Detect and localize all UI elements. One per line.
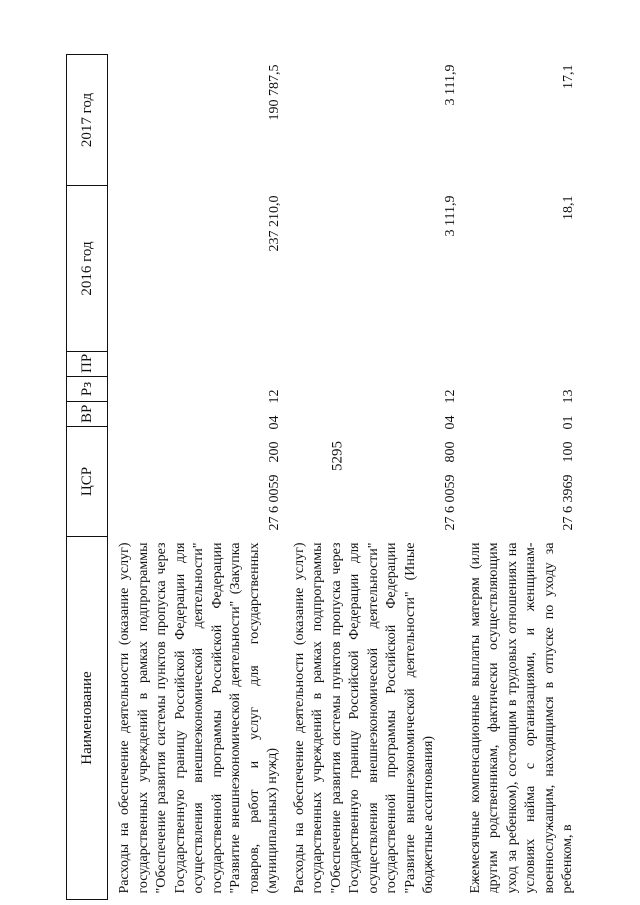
row-codes [108, 352, 283, 537]
row-rz: 04 [266, 415, 282, 430]
header-pr: ПР [67, 352, 108, 377]
row-name: Ежемесячные компенсационные выплаты матерям (или другим родственникам, фактически осуществляющим уход за ребенком), состоящим в трудовых отношениях на условиях найма с организациями, и женщинам-военнослужащим, находящимся в отпуске по уходу за ребенком, в [467, 542, 575, 894]
row-codes [283, 352, 459, 537]
table-row [283, 55, 459, 900]
row-name: Расходы на обеспечение деятельности (оказание услуг) государственных учреждений в рамках подпрограммы "Обеспечение развития системы пунктов пропуска через Государственную границу Российской Федерации для осуществления внешнеэкономической деятельности" государственной программы Российской Федерации "Развитие внешнеэкономической деятельности" (Иные бюджетные ассигнования) [291, 542, 436, 894]
header-2017: 2017 год [67, 55, 108, 186]
row-csr: 27 6 0059 [266, 474, 282, 531]
row-pr: 12 [266, 389, 282, 404]
table-row [459, 55, 577, 900]
row-vr: 800 [442, 441, 458, 463]
table-row [108, 55, 283, 900]
row-2017: 190 787,5 [266, 64, 282, 121]
rotated-page [66, 55, 636, 900]
header-name: Наименование [67, 537, 108, 900]
row-rz: 04 [442, 415, 458, 430]
row-2016: 3 111,9 [442, 195, 458, 237]
row-name-cell [283, 537, 459, 900]
row-2016: 18,1 [560, 195, 576, 220]
header-vr: ВР [67, 402, 108, 427]
row-csr: 27 6 0059 [442, 474, 458, 531]
row-name: Расходы на обеспечение деятельности (оказание услуг) государственных учреждений в рамках подпрограммы "Обеспечение развития системы пунктов пропуска через Государственную границу Российской Федерации для осуществления внешнеэкономической деятельности" государственной программы Российской Федерации "Развитие внешнеэкономической деятельности" (Закупка товаров, работ и услуг для государственных (муниципальных) нужд) [117, 542, 280, 894]
budget-table [66, 54, 577, 900]
row-2016: 237 210,0 [266, 195, 282, 252]
row-name-cell [459, 537, 577, 900]
page-number: 5295 [329, 441, 346, 471]
row-vr: 200 [266, 441, 282, 463]
row-2017: 3 111,9 [442, 64, 458, 106]
header-rz: Рз [67, 377, 108, 402]
row-rz: 01 [560, 415, 576, 430]
header-row [67, 55, 108, 900]
header-2016: 2016 год [67, 186, 108, 352]
row-name-cell [108, 537, 283, 900]
row-codes [459, 352, 577, 537]
row-csr: 27 6 3969 [560, 474, 576, 531]
row-pr: 13 [560, 389, 576, 404]
row-pr: 12 [442, 389, 458, 404]
row-2017: 17,1 [560, 64, 576, 89]
row-vr: 100 [560, 441, 576, 463]
header-csr: ЦСР [67, 427, 108, 537]
